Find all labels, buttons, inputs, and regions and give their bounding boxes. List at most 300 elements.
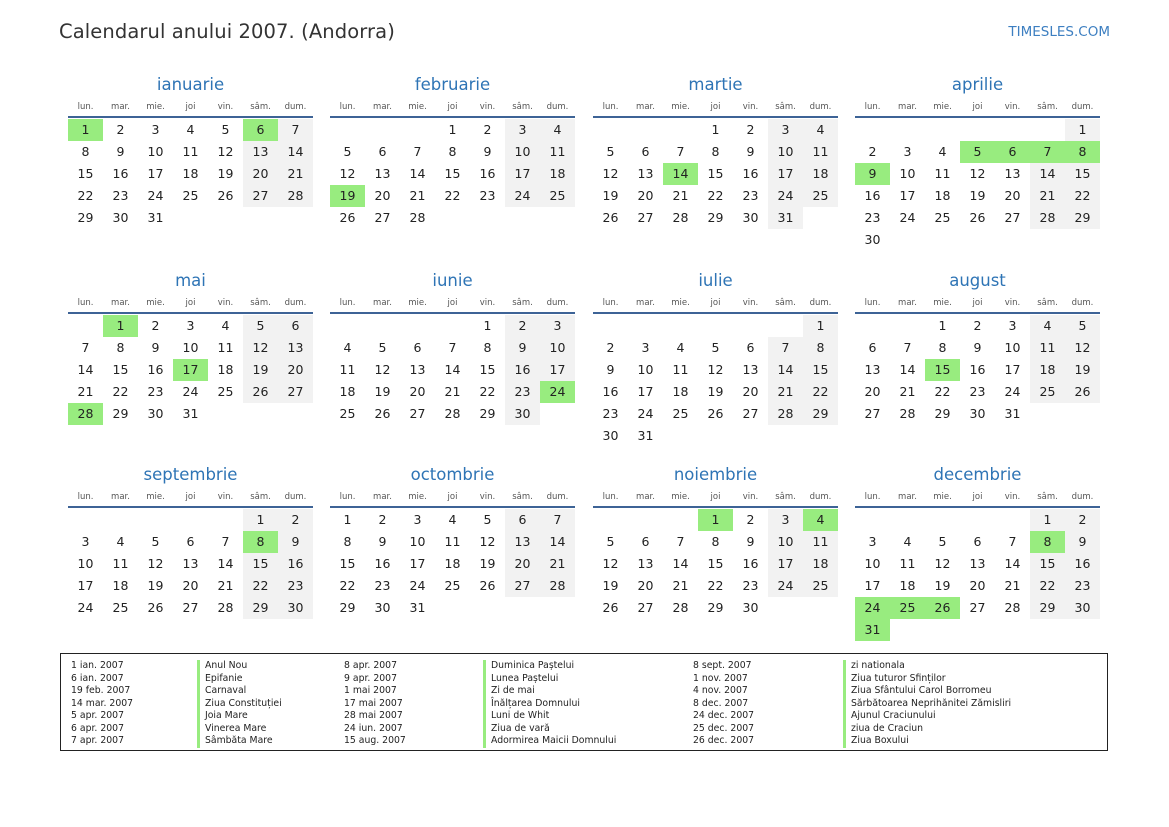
- day-cell[interactable]: 6: [378, 144, 387, 159]
- day-cell[interactable]: 17: [768, 553, 803, 575]
- day-cell[interactable]: 6: [278, 315, 313, 337]
- day-cell[interactable]: 16: [505, 359, 540, 381]
- day-cell[interactable]: 2: [378, 512, 387, 527]
- day-cell[interactable]: 13: [278, 337, 313, 359]
- day-cell[interactable]: 25: [890, 597, 925, 619]
- day-cell[interactable]: 28: [899, 406, 916, 421]
- day-cell[interactable]: 3: [505, 119, 540, 141]
- day-cell[interactable]: 11: [934, 166, 951, 181]
- day-cell[interactable]: 10: [637, 362, 654, 377]
- day-cell[interactable]: 21: [409, 188, 426, 203]
- day-cell[interactable]: 25: [112, 600, 129, 615]
- day-cell[interactable]: 8: [448, 144, 457, 159]
- day-cell[interactable]: 27: [864, 406, 881, 421]
- day-cell[interactable]: 18: [540, 163, 575, 185]
- day-cell[interactable]: 9: [855, 163, 890, 185]
- day-cell[interactable]: 13: [409, 362, 426, 377]
- day-cell[interactable]: 5: [606, 534, 615, 549]
- day-cell[interactable]: 22: [112, 384, 129, 399]
- day-cell[interactable]: 18: [444, 556, 461, 571]
- day-cell[interactable]: 20: [182, 578, 199, 593]
- day-cell[interactable]: 19: [602, 578, 619, 593]
- day-cell[interactable]: 2: [505, 315, 540, 337]
- day-cell[interactable]: 13: [505, 531, 540, 553]
- day-cell[interactable]: 3: [641, 340, 650, 355]
- day-cell[interactable]: 9: [973, 340, 982, 355]
- day-cell[interactable]: 20: [278, 359, 313, 381]
- day-cell[interactable]: 1: [1065, 119, 1100, 141]
- day-cell[interactable]: 4: [343, 340, 352, 355]
- day-cell[interactable]: 26: [1065, 381, 1100, 403]
- day-cell[interactable]: 15: [707, 166, 724, 181]
- day-cell[interactable]: 19: [602, 188, 619, 203]
- day-cell[interactable]: 2: [606, 340, 615, 355]
- day-cell[interactable]: 11: [339, 362, 356, 377]
- day-cell[interactable]: 14: [1004, 556, 1021, 571]
- day-cell[interactable]: 18: [934, 188, 951, 203]
- site-link[interactable]: TIMESLES.COM: [1008, 24, 1110, 40]
- day-cell[interactable]: 2: [483, 122, 492, 137]
- day-cell[interactable]: 20: [1004, 188, 1021, 203]
- day-cell[interactable]: 21: [672, 578, 689, 593]
- day-cell[interactable]: 5: [711, 340, 720, 355]
- day-cell[interactable]: 24: [77, 600, 94, 615]
- day-cell[interactable]: 12: [1065, 337, 1100, 359]
- day-cell[interactable]: 20: [637, 578, 654, 593]
- day-cell[interactable]: 3: [151, 122, 160, 137]
- day-cell[interactable]: 9: [278, 531, 313, 553]
- day-cell[interactable]: 1: [68, 119, 103, 141]
- day-cell[interactable]: 9: [483, 144, 492, 159]
- day-cell[interactable]: 18: [217, 362, 234, 377]
- day-cell[interactable]: 11: [1030, 337, 1065, 359]
- day-cell[interactable]: 21: [1004, 578, 1021, 593]
- day-cell[interactable]: 2: [151, 318, 160, 333]
- day-cell[interactable]: 26: [602, 210, 619, 225]
- day-cell[interactable]: 3: [868, 534, 877, 549]
- day-cell[interactable]: 15: [444, 166, 461, 181]
- day-cell[interactable]: 7: [676, 534, 685, 549]
- day-cell[interactable]: 24: [768, 575, 803, 597]
- day-cell[interactable]: 10: [147, 144, 164, 159]
- day-cell[interactable]: 2: [868, 144, 877, 159]
- day-cell[interactable]: 6: [505, 509, 540, 531]
- day-cell[interactable]: 29: [479, 406, 496, 421]
- day-cell[interactable]: 27: [637, 600, 654, 615]
- day-cell[interactable]: 31: [1004, 406, 1021, 421]
- day-cell[interactable]: 6: [973, 534, 982, 549]
- day-cell[interactable]: 11: [899, 556, 916, 571]
- day-cell[interactable]: 22: [243, 575, 278, 597]
- day-cell[interactable]: 11: [182, 144, 199, 159]
- day-cell[interactable]: 27: [1004, 210, 1021, 225]
- day-cell[interactable]: 8: [116, 340, 125, 355]
- day-cell[interactable]: 23: [864, 210, 881, 225]
- day-cell[interactable]: 28: [68, 403, 103, 425]
- day-cell[interactable]: 10: [864, 556, 881, 571]
- day-cell[interactable]: 12: [479, 534, 496, 549]
- day-cell[interactable]: 21: [217, 578, 234, 593]
- day-cell[interactable]: 7: [676, 144, 685, 159]
- day-cell[interactable]: 24: [1004, 384, 1021, 399]
- day-cell[interactable]: 1: [1030, 509, 1065, 531]
- day-cell[interactable]: 9: [151, 340, 160, 355]
- day-cell[interactable]: 6: [641, 534, 650, 549]
- day-cell[interactable]: 27: [278, 381, 313, 403]
- day-cell[interactable]: 19: [707, 384, 724, 399]
- day-cell[interactable]: 5: [483, 512, 492, 527]
- day-cell[interactable]: 5: [221, 122, 230, 137]
- day-cell[interactable]: 31: [855, 619, 890, 641]
- day-cell[interactable]: 8: [243, 531, 278, 553]
- day-cell[interactable]: 3: [186, 318, 195, 333]
- day-cell[interactable]: 27: [182, 600, 199, 615]
- day-cell[interactable]: 6: [186, 534, 195, 549]
- day-cell[interactable]: 5: [938, 534, 947, 549]
- day-cell[interactable]: 12: [243, 337, 278, 359]
- day-cell[interactable]: 4: [540, 119, 575, 141]
- day-cell[interactable]: 29: [77, 210, 94, 225]
- day-cell[interactable]: 1: [711, 122, 720, 137]
- day-cell[interactable]: 24: [899, 210, 916, 225]
- day-cell[interactable]: 20: [864, 384, 881, 399]
- day-cell[interactable]: 17: [540, 359, 575, 381]
- day-cell[interactable]: 27: [637, 210, 654, 225]
- day-cell[interactable]: 21: [540, 553, 575, 575]
- day-cell[interactable]: 22: [707, 578, 724, 593]
- day-cell[interactable]: 13: [182, 556, 199, 571]
- day-cell[interactable]: 8: [81, 144, 90, 159]
- day-cell[interactable]: 9: [606, 362, 615, 377]
- day-cell[interactable]: 23: [505, 381, 540, 403]
- day-cell[interactable]: 7: [278, 119, 313, 141]
- day-cell[interactable]: 30: [969, 406, 986, 421]
- day-cell[interactable]: 8: [1065, 141, 1100, 163]
- day-cell[interactable]: 17: [768, 163, 803, 185]
- day-cell[interactable]: 15: [803, 359, 838, 381]
- day-cell[interactable]: 28: [444, 406, 461, 421]
- day-cell[interactable]: 13: [969, 556, 986, 571]
- day-cell[interactable]: 4: [1030, 315, 1065, 337]
- day-cell[interactable]: 7: [540, 509, 575, 531]
- day-cell[interactable]: 10: [899, 166, 916, 181]
- day-cell[interactable]: 7: [903, 340, 912, 355]
- day-cell[interactable]: 5: [378, 340, 387, 355]
- day-cell[interactable]: 12: [374, 362, 391, 377]
- day-cell[interactable]: 12: [707, 362, 724, 377]
- day-cell[interactable]: 17: [77, 578, 94, 593]
- day-cell[interactable]: 11: [803, 531, 838, 553]
- day-cell[interactable]: 26: [602, 600, 619, 615]
- day-cell[interactable]: 19: [147, 578, 164, 593]
- day-cell[interactable]: 5: [243, 315, 278, 337]
- day-cell[interactable]: 30: [864, 232, 881, 247]
- day-cell[interactable]: 20: [969, 578, 986, 593]
- day-cell[interactable]: 14: [540, 531, 575, 553]
- day-cell[interactable]: 14: [444, 362, 461, 377]
- day-cell[interactable]: 9: [378, 534, 387, 549]
- day-cell[interactable]: 27: [969, 600, 986, 615]
- day-cell[interactable]: 11: [803, 141, 838, 163]
- day-cell[interactable]: 16: [147, 362, 164, 377]
- day-cell[interactable]: 11: [672, 362, 689, 377]
- day-cell[interactable]: 11: [112, 556, 129, 571]
- day-cell[interactable]: 30: [742, 600, 759, 615]
- day-cell[interactable]: 15: [707, 556, 724, 571]
- day-cell[interactable]: 24: [182, 384, 199, 399]
- day-cell[interactable]: 12: [969, 166, 986, 181]
- day-cell[interactable]: 28: [672, 600, 689, 615]
- day-cell[interactable]: 27: [742, 406, 759, 421]
- day-cell[interactable]: 3: [768, 119, 803, 141]
- day-cell[interactable]: 3: [81, 534, 90, 549]
- day-cell[interactable]: 29: [707, 210, 724, 225]
- day-cell[interactable]: 20: [742, 384, 759, 399]
- day-cell[interactable]: 29: [1030, 597, 1065, 619]
- day-cell[interactable]: 23: [1065, 575, 1100, 597]
- day-cell[interactable]: 7: [1008, 534, 1017, 549]
- day-cell[interactable]: 16: [969, 362, 986, 377]
- day-cell[interactable]: 16: [1065, 553, 1100, 575]
- day-cell[interactable]: 2: [746, 122, 755, 137]
- day-cell[interactable]: 28: [540, 575, 575, 597]
- day-cell[interactable]: 24: [540, 381, 575, 403]
- day-cell[interactable]: 13: [637, 166, 654, 181]
- day-cell[interactable]: 8: [711, 534, 720, 549]
- day-cell[interactable]: 26: [479, 578, 496, 593]
- day-cell[interactable]: 29: [934, 406, 951, 421]
- day-cell[interactable]: 20: [637, 188, 654, 203]
- day-cell[interactable]: 23: [147, 384, 164, 399]
- day-cell[interactable]: 8: [343, 534, 352, 549]
- day-cell[interactable]: 21: [77, 384, 94, 399]
- day-cell[interactable]: 24: [147, 188, 164, 203]
- day-cell[interactable]: 4: [448, 512, 457, 527]
- day-cell[interactable]: 1: [483, 318, 492, 333]
- day-cell[interactable]: 8: [483, 340, 492, 355]
- day-cell[interactable]: 28: [768, 403, 803, 425]
- day-cell[interactable]: 15: [479, 362, 496, 377]
- day-cell[interactable]: 28: [1004, 600, 1021, 615]
- day-cell[interactable]: 30: [742, 210, 759, 225]
- day-cell[interactable]: 15: [243, 553, 278, 575]
- day-cell[interactable]: 25: [803, 185, 838, 207]
- day-cell[interactable]: 18: [1030, 359, 1065, 381]
- day-cell[interactable]: 1: [103, 315, 138, 337]
- day-cell[interactable]: 28: [1030, 207, 1065, 229]
- day-cell[interactable]: 11: [540, 141, 575, 163]
- day-cell[interactable]: 25: [182, 188, 199, 203]
- day-cell[interactable]: 6: [413, 340, 422, 355]
- day-cell[interactable]: 30: [112, 210, 129, 225]
- day-cell[interactable]: 2: [1065, 509, 1100, 531]
- day-cell[interactable]: 21: [899, 384, 916, 399]
- day-cell[interactable]: 10: [77, 556, 94, 571]
- day-cell[interactable]: 14: [663, 163, 698, 185]
- day-cell[interactable]: 7: [768, 337, 803, 359]
- day-cell[interactable]: 10: [768, 531, 803, 553]
- day-cell[interactable]: 9: [505, 337, 540, 359]
- day-cell[interactable]: 16: [479, 166, 496, 181]
- day-cell[interactable]: 14: [77, 362, 94, 377]
- day-cell[interactable]: 17: [864, 578, 881, 593]
- day-cell[interactable]: 24: [409, 578, 426, 593]
- day-cell[interactable]: 17: [899, 188, 916, 203]
- day-cell[interactable]: 21: [672, 188, 689, 203]
- day-cell[interactable]: 31: [768, 207, 803, 229]
- day-cell[interactable]: 22: [934, 384, 951, 399]
- day-cell[interactable]: 23: [278, 575, 313, 597]
- day-cell[interactable]: 19: [934, 578, 951, 593]
- day-cell[interactable]: 26: [969, 210, 986, 225]
- day-cell[interactable]: 17: [173, 359, 208, 381]
- day-cell[interactable]: 12: [602, 166, 619, 181]
- day-cell[interactable]: 5: [960, 141, 995, 163]
- day-cell[interactable]: 24: [855, 597, 890, 619]
- day-cell[interactable]: 3: [413, 512, 422, 527]
- day-cell[interactable]: 13: [742, 362, 759, 377]
- day-cell[interactable]: 21: [444, 384, 461, 399]
- day-cell[interactable]: 18: [182, 166, 199, 181]
- day-cell[interactable]: 15: [339, 556, 356, 571]
- day-cell[interactable]: 13: [1004, 166, 1021, 181]
- day-cell[interactable]: 14: [217, 556, 234, 571]
- day-cell[interactable]: 30: [147, 406, 164, 421]
- day-cell[interactable]: 9: [746, 534, 755, 549]
- day-cell[interactable]: 29: [243, 597, 278, 619]
- day-cell[interactable]: 27: [505, 575, 540, 597]
- day-cell[interactable]: 19: [330, 185, 365, 207]
- day-cell[interactable]: 19: [374, 384, 391, 399]
- day-cell[interactable]: 4: [221, 318, 230, 333]
- day-cell[interactable]: 27: [243, 185, 278, 207]
- day-cell[interactable]: 23: [742, 188, 759, 203]
- day-cell[interactable]: 9: [116, 144, 125, 159]
- day-cell[interactable]: 13: [243, 141, 278, 163]
- day-cell[interactable]: 28: [672, 210, 689, 225]
- day-cell[interactable]: 12: [339, 166, 356, 181]
- day-cell[interactable]: 31: [147, 210, 164, 225]
- day-cell[interactable]: 13: [637, 556, 654, 571]
- day-cell[interactable]: 17: [147, 166, 164, 181]
- day-cell[interactable]: 10: [182, 340, 199, 355]
- day-cell[interactable]: 29: [1065, 207, 1100, 229]
- day-cell[interactable]: 25: [934, 210, 951, 225]
- day-cell[interactable]: 20: [374, 188, 391, 203]
- day-cell[interactable]: 4: [676, 340, 685, 355]
- day-cell[interactable]: 25: [672, 406, 689, 421]
- day-cell[interactable]: 30: [1065, 597, 1100, 619]
- day-cell[interactable]: 17: [409, 556, 426, 571]
- day-cell[interactable]: 16: [278, 553, 313, 575]
- day-cell[interactable]: 7: [81, 340, 90, 355]
- day-cell[interactable]: 5: [151, 534, 160, 549]
- day-cell[interactable]: 26: [147, 600, 164, 615]
- day-cell[interactable]: 17: [637, 384, 654, 399]
- day-cell[interactable]: 9: [746, 144, 755, 159]
- day-cell[interactable]: 26: [243, 381, 278, 403]
- day-cell[interactable]: 2: [746, 512, 755, 527]
- day-cell[interactable]: 20: [409, 384, 426, 399]
- day-cell[interactable]: 29: [112, 406, 129, 421]
- day-cell[interactable]: 22: [444, 188, 461, 203]
- day-cell[interactable]: 31: [637, 428, 654, 443]
- day-cell[interactable]: 12: [217, 144, 234, 159]
- day-cell[interactable]: 16: [112, 166, 129, 181]
- day-cell[interactable]: 18: [803, 553, 838, 575]
- day-cell[interactable]: 6: [868, 340, 877, 355]
- day-cell[interactable]: 14: [672, 556, 689, 571]
- day-cell[interactable]: 26: [925, 597, 960, 619]
- day-cell[interactable]: 23: [602, 406, 619, 421]
- day-cell[interactable]: 16: [864, 188, 881, 203]
- day-cell[interactable]: 4: [803, 509, 838, 531]
- day-cell[interactable]: 30: [374, 600, 391, 615]
- day-cell[interactable]: 18: [803, 163, 838, 185]
- day-cell[interactable]: 12: [602, 556, 619, 571]
- day-cell[interactable]: 23: [742, 578, 759, 593]
- day-cell[interactable]: 11: [444, 534, 461, 549]
- day-cell[interactable]: 22: [77, 188, 94, 203]
- day-cell[interactable]: 7: [448, 340, 457, 355]
- day-cell[interactable]: 3: [1008, 318, 1017, 333]
- day-cell[interactable]: 12: [934, 556, 951, 571]
- day-cell[interactable]: 19: [1065, 359, 1100, 381]
- day-cell[interactable]: 6: [746, 340, 755, 355]
- day-cell[interactable]: 24: [768, 185, 803, 207]
- day-cell[interactable]: 8: [711, 144, 720, 159]
- day-cell[interactable]: 1: [698, 509, 733, 531]
- day-cell[interactable]: 12: [147, 556, 164, 571]
- day-cell[interactable]: 22: [803, 381, 838, 403]
- day-cell[interactable]: 22: [479, 384, 496, 399]
- day-cell[interactable]: 26: [339, 210, 356, 225]
- day-cell[interactable]: 15: [1065, 163, 1100, 185]
- day-cell[interactable]: 10: [409, 534, 426, 549]
- day-cell[interactable]: 26: [707, 406, 724, 421]
- day-cell[interactable]: 15: [925, 359, 960, 381]
- day-cell[interactable]: 25: [217, 384, 234, 399]
- day-cell[interactable]: 19: [479, 556, 496, 571]
- day-cell[interactable]: 29: [339, 600, 356, 615]
- day-cell[interactable]: 2: [116, 122, 125, 137]
- day-cell[interactable]: 21: [1030, 185, 1065, 207]
- day-cell[interactable]: 23: [969, 384, 986, 399]
- day-cell[interactable]: 31: [409, 600, 426, 615]
- day-cell[interactable]: 4: [116, 534, 125, 549]
- day-cell[interactable]: 14: [1030, 163, 1065, 185]
- day-cell[interactable]: 5: [1065, 315, 1100, 337]
- day-cell[interactable]: 13: [374, 166, 391, 181]
- day-cell[interactable]: 1: [343, 512, 352, 527]
- day-cell[interactable]: 26: [374, 406, 391, 421]
- day-cell[interactable]: 21: [768, 381, 803, 403]
- day-cell[interactable]: 25: [339, 406, 356, 421]
- day-cell[interactable]: 27: [374, 210, 391, 225]
- day-cell[interactable]: 17: [1004, 362, 1021, 377]
- day-cell[interactable]: 6: [641, 144, 650, 159]
- day-cell[interactable]: 10: [505, 141, 540, 163]
- day-cell[interactable]: 9: [1065, 531, 1100, 553]
- day-cell[interactable]: 2: [278, 509, 313, 531]
- day-cell[interactable]: 3: [768, 509, 803, 531]
- day-cell[interactable]: 26: [217, 188, 234, 203]
- day-cell[interactable]: 19: [217, 166, 234, 181]
- day-cell[interactable]: 1: [448, 122, 457, 137]
- day-cell[interactable]: 13: [864, 362, 881, 377]
- day-cell[interactable]: 8: [803, 337, 838, 359]
- day-cell[interactable]: 19: [243, 359, 278, 381]
